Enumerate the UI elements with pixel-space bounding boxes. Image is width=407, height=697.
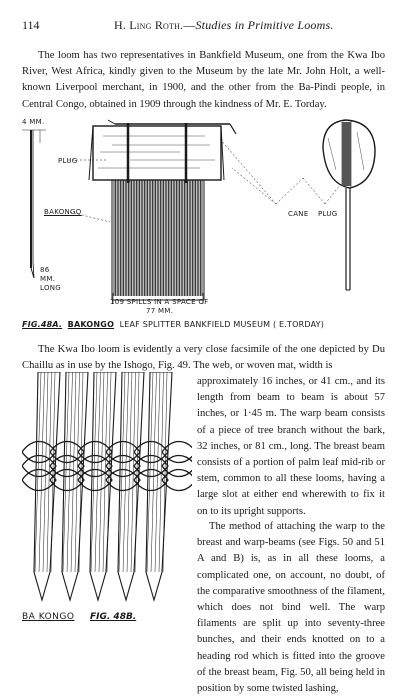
label-plug-left: PLUG — [58, 157, 78, 165]
figure-48a-caption — [22, 320, 324, 329]
running-title: H. Ling Roth.—Studies in Primitive Looms. — [114, 18, 334, 32]
figure-48b-illustration — [22, 372, 192, 610]
figure-48b-bakongo: BA KONGO — [22, 612, 75, 622]
label-spills-count: 109 SPILLS IN A SPACE OF — [110, 298, 209, 306]
paragraph-kwa-ibo: The Kwa Ibo loom is evidently a very close facsimile of the one depicted by Du Chaillu as in use by the Ishogo, Fig. 49. The web, or woven mat, width is — [22, 344, 385, 372]
label-cane: CANE — [288, 210, 309, 218]
label-plug-right: PLUG — [318, 210, 338, 218]
spills-comb — [114, 180, 202, 296]
article-title: Studies in Primitive Looms. — [195, 18, 334, 32]
spill-needle — [22, 130, 46, 278]
paragraph-intro: The loom has two representatives in Bankfield Museum, one from the Kwa Ibo River, West Africa, kindly given to the Museum by the late Mr. John Holt, a well-known Liverpool merchant, in 1900, and the other from the Ba-Pindi people, in Central Congo, obtained in 1909 through the kindness of Mr. E. Torday. — [22, 50, 385, 110]
page-number: 114 — [22, 18, 40, 32]
label-bakongo: BAKONGO — [44, 208, 82, 216]
figure-48b-caption: FIG. 48B. — [90, 612, 137, 622]
caption-bakongo: BAKONGO — [67, 320, 115, 329]
label-long: LONG — [40, 284, 62, 292]
paragraph-dimensions: approximately 16 inches, or 41 cm., and its length from beam to beam is about 57 inches, or 1·45 m. The warp beam consists of a piece of tree branch without the bark, 32 inches, or 81 cm., long. The breast beam consists of a portion of palm leaf mid-rib or stem, common to all these looms, having a large slot at either end wherewith to fix it on to its upright supports. — [197, 376, 385, 517]
author-name: H. Ling Roth. — [114, 18, 184, 32]
label-4mm: 4 MM. — [22, 118, 45, 126]
label-86: 86 — [40, 266, 50, 274]
beam — [89, 120, 236, 183]
label-spills-width: 77 MM. — [146, 307, 174, 315]
caption-fig-number: FIG.48A. — [22, 320, 63, 329]
caption-text: LEAF SPLITTER BANKFIELD MUSEUM ( E.TORDAY) — [119, 320, 325, 329]
splitter-tool — [323, 120, 375, 290]
paragraph-warp-method: The method of attaching the warp to the breast and warp-beams (see Figs. 50 and 51 A and B) is, as in all these looms, a complicated one, on account, no doubt, of the comparative smoothness of the filament, which does not bind well. The warp filaments are split up into seventy-three bunches, and their ends knotted on to a heading rod which is fitted into the groove of the breast beam, Fig. 50, all being held in position by some twisted lashing, — [197, 521, 385, 695]
label-mm: MM. — [40, 275, 56, 283]
comb-frame — [112, 180, 204, 300]
